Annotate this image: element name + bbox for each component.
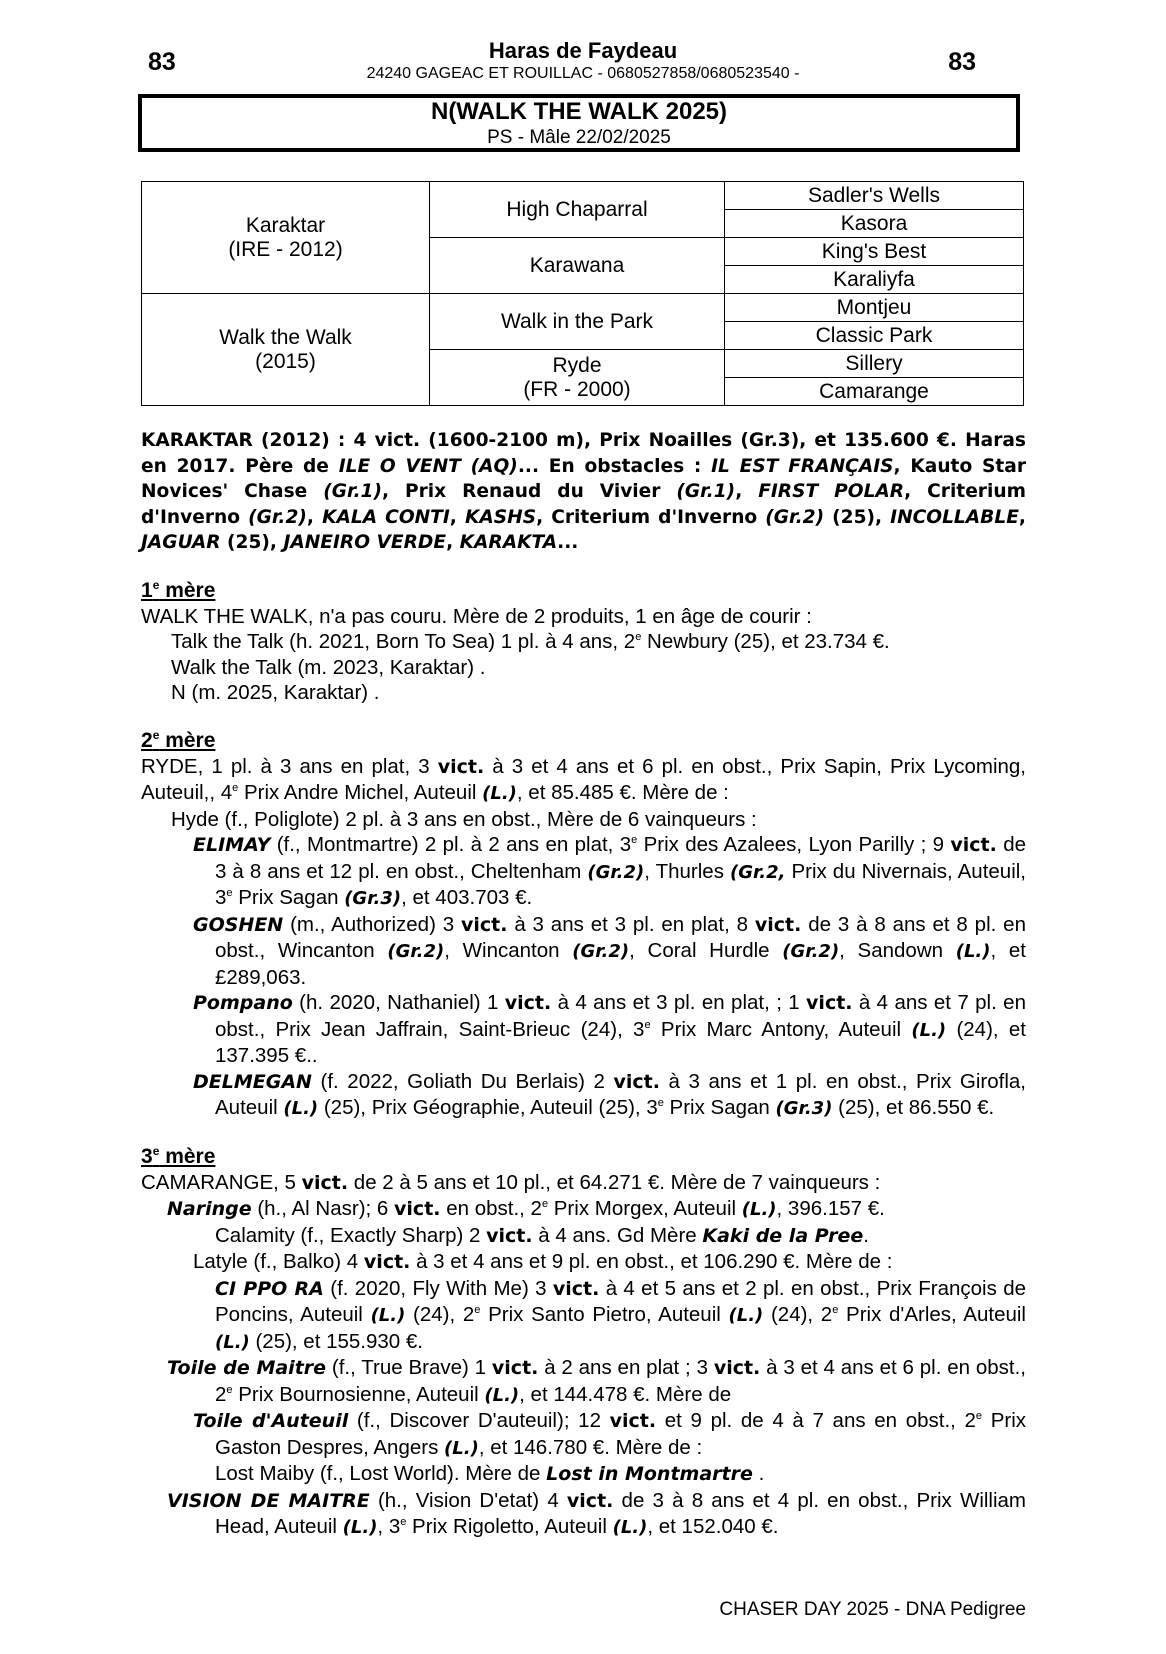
ped-sdd: Karaliyfa [725, 266, 1024, 294]
produce-line: DELMEGAN (f. 2022, Goliath Du Berlais) 2 vict. à 3 ans et 1 pl. en obst., Prix Girofla, Auteuil (L.) (25), Prix Géographie, Auteuil (25), 3e Prix Sagan (Gr.3) (25), et 86.550 €. [193, 1069, 1027, 1119]
produce-line: Toile d'Auteuil (f., Discover D'auteuil); 12 vict. et 9 pl. de 4 à 7 ans en obst., 2e Prix Gaston Despres, Angers (L.), et 146.780 €. Mère de : [193, 1409, 1027, 1459]
third-dam-intro: CAMARANGE, 5 vict. de 2 à 5 ans et 10 pl., et 64.271 €. Mère de 7 vainqueurs : [141, 1170, 881, 1194]
ped-sss: Sadler's Wells [725, 182, 1024, 210]
ped-ss: High Chaparral [430, 182, 725, 238]
produce-line: Walk the Talk (m. 2023, Karaktar) . [171, 655, 486, 679]
lot-number-right: 83 [948, 48, 976, 76]
third-dam-section [141, 1144, 1026, 1541]
produce-line: Talk the Talk (h. 2021, Born To Sea) 1 pl. à 4 ans, 2e Newbury (25), et 23.734 €. [171, 630, 890, 653]
produce-line: Lost Maiby (f., Lost World). Mère de Lost in Montmartre . [215, 1462, 765, 1485]
pedigree-table [141, 181, 1024, 406]
produce-line: GOSHEN (m., Authorized) 3 vict. à 3 ans et 3 pl. en plat, 8 vict. de 3 à 8 ans et 8 pl. en obst., Wincanton (Gr.2), Wincanton (Gr.2), Coral Hurdle (Gr.2), Sandown (L.), et £289,063. [193, 912, 1026, 989]
produce-line: VISION DE MAITRE (h., Vision D'etat) 4 vict. de 3 à 8 ans et 4 pl. en obst., Prix William Head, Auteuil (L.), 3e Prix Rigoletto, Auteuil (L.), et 152.040 €. [167, 1488, 1027, 1538]
page-footer: CHASER DAY 2025 - DNA Pedigree [719, 1599, 1026, 1620]
ped-dds: Sillery [725, 350, 1024, 378]
ped-sire: Karaktar (IRE - 2012) [142, 182, 430, 294]
farm-address: 24240 GAGEAC ET ROUILLAC - 0680527858/0680523540 - [366, 65, 800, 82]
second-dam-intro: RYDE, 1 pl. à 3 ans en plat, 3 vict. à 3 et 4 ans et 6 pl. en obst., Prix Sapin, Prix Lycoming, Auteuil,, 4e Prix Andre Michel, Auteuil (L.), et 85.485 €. Mère de : [141, 754, 1026, 804]
produce-line: Pompano (h. 2020, Nathaniel) 1 vict. à 4 ans et 3 pl. en plat, ; 1 vict. à 4 ans et 7 pl. en obst., Prix Jean Jaffrain, Saint-Brieuc (24), 3e Prix Marc Antony, Auteuil (L.) (24), et 137.395 €.. [193, 991, 1026, 1067]
ped-dd: Ryde (FR - 2000) [430, 350, 725, 406]
second-dam-title: 2e mère [141, 727, 216, 752]
produce-line: Latyle (f., Balko) 4 vict. à 3 et 4 ans et 9 pl. en obst., et 106.290 €. Mère de : [193, 1250, 893, 1273]
ped-dam: Walk the Walk (2015) [142, 294, 430, 406]
produce-line: CI PPO RA (f. 2020, Fly With Me) 3 vict. à 4 et 5 ans et 2 pl. en obst., Prix François de Poncins, Auteuil (L.) (24), 2e Prix Santo Pietro, Auteuil (L.) (24), 2e Prix d'Arles, Auteuil (L.) (25), et 155.930 €. [215, 1276, 1026, 1353]
produce-line: ELIMAY (f., Montmartre) 2 pl. à 2 ans en plat, 3e Prix des Azalees, Lyon Parilly ; 9 vict. de 3 à 8 ans et 12 pl. en obst., Cheltenham (Gr.2), Thurles (Gr.2, Prix du Nivernais, Auteuil, 3e Prix Sagan (Gr.3), et 403.703 €. [193, 833, 1026, 909]
ped-ssd: Kasora [725, 210, 1024, 238]
third-dam-title: 3e mère [141, 1143, 216, 1168]
horse-info: PS - Mâle 22/02/2025 [487, 127, 671, 148]
ped-dss: Montjeu [725, 294, 1024, 322]
horse-title: N(WALK THE WALK 2025) [430, 98, 727, 125]
pedigree-content [141, 428, 1026, 1541]
produce-line: Naringe (h., Al Nasr); 6 vict. en obst., 2e Prix Morgex, Auteuil (L.), 396.157 €. [167, 1197, 885, 1220]
second-dam-section [141, 728, 1026, 1122]
farm-header [0, 38, 1166, 84]
farm-name: Haras de Faydeau [488, 38, 678, 63]
ped-ds: Walk in the Park [430, 294, 725, 350]
produce-line: Toile de Maitre (f., True Brave) 1 vict. à 2 ans en plat ; 3 vict. à 3 et 4 ans et 6 pl. en obst., 2e Prix Bournosienne, Auteuil (L.), et 144.478 €. Mère de [167, 1356, 1026, 1406]
sire-note: KARAKTAR (2012) : 4 vict. (1600-2100 m), Prix Noailles (Gr.3), et 135.600 €. Haras en 2017. Père de ILE O VENT (AQ)... En obstacles : IL EST FRANÇAIS, Kauto Star Novices' Chase (Gr.1), Prix Renaud du Vivier (Gr.1), FIRST POLAR, Criterium d'Inverno (Gr.2), KALA CONTI, KASHS, Criterium d'Inverno (Gr.2) (25), INCOLLABLE, JAGUAR (25), JANEIRO VERDE, KARAKTA... [141, 430, 1026, 553]
ped-sds: King's Best [725, 238, 1024, 266]
produce-line: N (m. 2025, Karaktar) . [171, 681, 380, 704]
produce-line: Hyde (f., Poliglote) 2 pl. à 3 ans en obst., Mère de 6 vainqueurs : [171, 807, 757, 831]
ped-sd: Karawana [430, 238, 725, 294]
horse-title-box [138, 94, 1020, 152]
first-dam-title: 1e mère [141, 577, 216, 602]
ped-dsd: Classic Park [725, 322, 1024, 350]
produce-line: Calamity (f., Exactly Sharp) 2 vict. à 4 ans. Gd Mère Kaki de la Pree. [215, 1223, 869, 1247]
lot-number-left: 83 [148, 48, 176, 76]
ped-ddd: Camarange [725, 378, 1024, 406]
first-dam-section [141, 578, 1026, 706]
first-dam-intro: WALK THE WALK, n'a pas couru. Mère de 2 produits, 1 en âge de courir : [141, 604, 812, 628]
